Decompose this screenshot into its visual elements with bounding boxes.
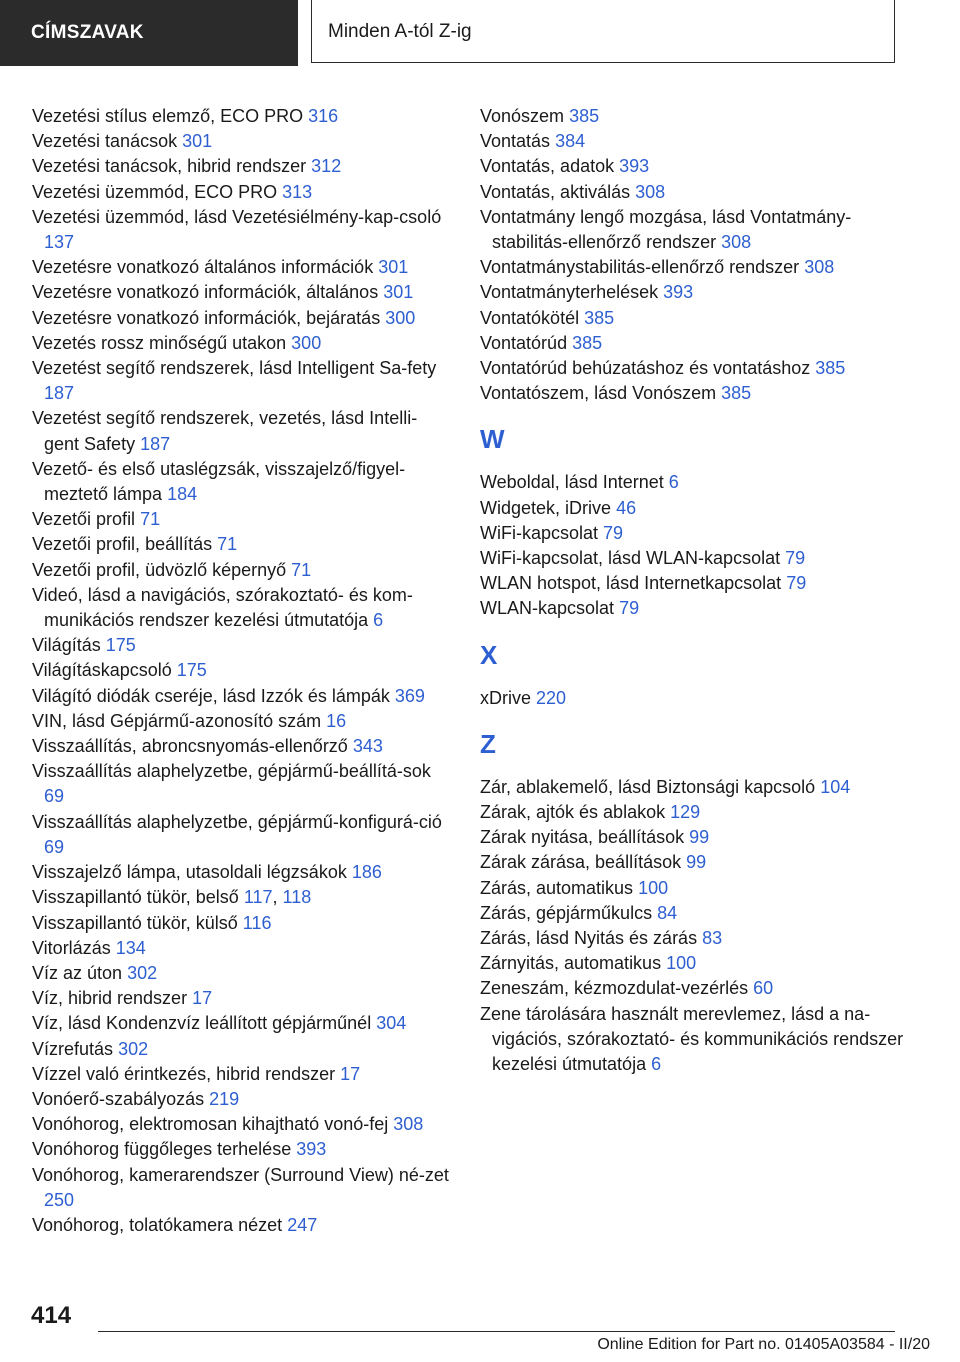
index-term: Vontatmánystabilitás-ellenőrző rendszer (480, 257, 800, 278)
page-link[interactable]: 187 (140, 433, 171, 454)
index-term: Zene tárolására használt merevlemez, lásd a na-vigációs, szórakoztató- és kommunikációs rendszer kezelési útmutatója (480, 1003, 904, 1075)
index-entry (32, 507, 452, 532)
index-entry (480, 546, 910, 571)
index-term: Zárak, ajtók és ablakok (480, 802, 666, 823)
page-link[interactable]: 46 (616, 497, 637, 518)
index-entry (480, 850, 910, 875)
index-term: Vontatórúd (480, 332, 568, 353)
index-term: Vezetői profil (32, 509, 136, 530)
index-entry (480, 496, 910, 521)
page-link[interactable]: 16 (326, 710, 347, 731)
index-term: VIN, lásd Gépjármű-azonosító szám (32, 710, 322, 731)
index-term: Visszaállítás, abroncsnyomás-ellenőrző (32, 736, 348, 757)
page-link[interactable]: 220 (536, 687, 567, 708)
page-link[interactable]: 6 (651, 1054, 662, 1075)
index-entry (32, 306, 452, 331)
index-term: Vonóerő-szabályozás (32, 1088, 205, 1109)
page-link[interactable]: 129 (670, 802, 701, 823)
page-link[interactable]: 79 (603, 522, 624, 543)
page-link[interactable]: 71 (140, 509, 161, 530)
index-term: Vízrefutás (32, 1038, 114, 1059)
index-term: Vezető- és első utaslégzsák, visszajelző/figyel-meztető lámpa (32, 458, 406, 505)
page-link[interactable]: 369 (394, 685, 425, 706)
index-entry (480, 129, 910, 154)
page-link[interactable]: 300 (291, 332, 322, 353)
index-term: Zárás, automatikus (480, 877, 634, 898)
index-entry (480, 825, 910, 850)
index-entry (32, 633, 452, 658)
index-entry (32, 1062, 452, 1087)
page-link[interactable]: 175 (176, 660, 207, 681)
page-link[interactable]: 301 (182, 131, 213, 152)
index-term: Világításkapcsoló (32, 660, 172, 681)
index-term: Vitorlázás (32, 937, 111, 958)
page-link[interactable]: 104 (820, 776, 851, 797)
page-link[interactable]: 385 (569, 106, 600, 126)
page-header (0, 0, 960, 66)
index-entry (32, 1163, 452, 1213)
index-column-right (480, 104, 910, 1077)
index-entry (32, 331, 452, 356)
index-list-v-continued (480, 104, 910, 406)
page-link[interactable]: 6 (668, 472, 679, 493)
index-entry (32, 709, 452, 734)
page-link[interactable]: 308 (804, 257, 835, 278)
footer-edition: Online Edition for Part no. 01405A03584 - II/20 (597, 1336, 930, 1353)
page-number: 414 (31, 1302, 72, 1329)
index-entry (480, 976, 910, 1001)
index-entry (32, 1087, 452, 1112)
page-link[interactable]: 6 (373, 610, 384, 631)
index-entry (480, 470, 910, 495)
section-title: CÍMSZAVAK (31, 22, 144, 43)
index-entry (480, 331, 910, 356)
page-link[interactable]: 308 (393, 1114, 424, 1135)
page-link[interactable]: 247 (287, 1214, 318, 1235)
index-entry (32, 406, 452, 456)
page-link[interactable]: 187 (44, 383, 75, 404)
index-term: Vezetést segítő rendszerek, vezetés, lásd Intelli-gent Safety (32, 408, 418, 454)
index-term: Vontatás (480, 131, 551, 152)
index-term: Visszaállítás alaphelyzetbe, gépjármű-beállítá-sok (32, 761, 431, 782)
index-entry (32, 1011, 452, 1036)
index-term: WLAN-kapcsolat (480, 598, 615, 619)
index-term: Vezetési stílus elemző, ECO PRO (32, 106, 304, 126)
index-entry (32, 936, 452, 961)
index-term: Víz, hibrid rendszer (32, 988, 188, 1009)
page-link[interactable]: 313 (282, 181, 313, 202)
index-term: Víz az úton (32, 962, 123, 983)
page-link[interactable]: 69 (44, 786, 65, 807)
index-entry (32, 180, 452, 205)
chapter-tab (311, 0, 895, 63)
page-link[interactable]: 17 (192, 988, 213, 1009)
page-link[interactable]: 99 (686, 852, 707, 873)
index-term: Vezetésre vonatkozó általános információk (32, 257, 374, 278)
page-link[interactable]: 308 (635, 181, 666, 202)
page-link[interactable]: 385 (572, 332, 603, 353)
page-link[interactable]: 250 (44, 1189, 75, 1210)
index-term: Vezetői profil, üdvözlő képernyő (32, 559, 287, 580)
index-entry (480, 280, 910, 305)
page-separator: , (272, 887, 278, 908)
index-term: Vontatmány lengő mozgása, lásd Vontatmány-stabilitás-ellenőrző rendszer (480, 206, 852, 253)
index-term: Vonószem (480, 106, 565, 126)
index-term: Világítás (32, 635, 101, 656)
index-entry (480, 1002, 910, 1078)
index-entry (480, 876, 910, 901)
page-link[interactable]: 302 (127, 962, 158, 983)
index-term: Vezetési üzemmód, ECO PRO (32, 181, 278, 202)
index-entry (32, 810, 452, 860)
page-link[interactable]: 71 (291, 559, 312, 580)
index-term: Vezetésre vonatkozó információk, általános (32, 282, 379, 303)
index-entry (480, 800, 910, 825)
index-term: WLAN hotspot, lásd Internetkapcsolat (480, 573, 782, 594)
index-entry (32, 356, 452, 406)
index-entry (32, 583, 452, 633)
page-link[interactable]: 219 (209, 1088, 240, 1109)
index-term: Vezetési üzemmód, lásd Vezetésiélmény-kap-csoló (32, 206, 442, 227)
index-list-z (480, 775, 910, 1077)
index-entry (32, 885, 452, 910)
index-entry (480, 180, 910, 205)
page-link[interactable]: 137 (44, 232, 75, 253)
page-link[interactable]: 117 (243, 887, 273, 908)
index-term: Visszajelző lámpa, utasoldali légzsákok (32, 862, 347, 883)
page-link[interactable]: 393 (663, 282, 694, 303)
page-link[interactable]: 301 (383, 282, 414, 303)
section-tab (0, 0, 298, 66)
index-term: Videó, lásd a navigációs, szórakoztató- és kom-munikációs rendszer kezelési útmutatója (32, 584, 413, 631)
index-term: Vontatás, adatok (480, 156, 615, 177)
index-entry (32, 734, 452, 759)
index-term: Vonóhorog, elektromosan kihajtható vonó-fej (32, 1114, 389, 1135)
index-entry (480, 571, 910, 596)
index-letter-z: Z (480, 728, 496, 759)
index-term: Vezetést segítő rendszerek, lásd Intelligent Sa-fety (32, 358, 437, 379)
index-term: Zárás, lásd Nyitás és zárás (480, 928, 698, 949)
index-term: Zárak nyitása, beállítások (480, 827, 685, 848)
index-entry (480, 306, 910, 331)
page-link[interactable]: 312 (311, 156, 342, 177)
page-link[interactable]: 100 (638, 877, 669, 898)
page-link[interactable]: 184 (167, 484, 198, 505)
index-entry (32, 860, 452, 885)
page-link[interactable]: 175 (105, 635, 136, 656)
page-link[interactable]: 71 (217, 534, 238, 555)
index-entry (480, 521, 910, 546)
page-link[interactable]: 385 (584, 307, 615, 328)
index-entry (480, 255, 910, 280)
index-entry (32, 759, 452, 809)
index-entry (32, 961, 452, 986)
index-letter-x: X (480, 639, 498, 670)
index-entry (32, 1213, 452, 1238)
index-term: Vezetői profil, beállítás (32, 534, 213, 555)
page-link[interactable]: 302 (118, 1038, 149, 1059)
page-link[interactable]: 304 (376, 1013, 407, 1034)
index-entry (32, 986, 452, 1011)
page-link[interactable]: 385 (721, 383, 752, 404)
index-entry (32, 911, 452, 936)
page-link[interactable]: 186 (351, 862, 382, 883)
page-link[interactable]: 300 (385, 307, 416, 328)
index-entry (480, 775, 910, 800)
index-term: Világító diódák cseréje, lásd Izzók és lámpák (32, 685, 390, 706)
page-link[interactable]: 69 (44, 836, 65, 857)
index-term: Vontatás, aktiválás (480, 181, 631, 202)
index-entry (32, 280, 452, 305)
index-entry (480, 381, 910, 406)
footer-divider (98, 1331, 895, 1332)
index-entry (480, 926, 910, 951)
index-entry (480, 356, 910, 381)
page-link[interactable]: 79 (785, 548, 806, 569)
index-term: Víz, lásd Kondenzvíz leállított gépjárműnél (32, 1013, 372, 1034)
index-entry (480, 901, 910, 926)
index-term: Visszapillantó tükör, belső (32, 887, 239, 908)
index-term: Zárak zárása, beállítások (480, 852, 682, 873)
page-link[interactable]: 393 (619, 156, 650, 177)
index-term: Vezetési tanácsok, hibrid rendszer (32, 156, 307, 177)
index-list-w (480, 470, 910, 621)
index-entry (480, 951, 910, 976)
index-term: Visszaállítás alaphelyzetbe, gépjármű-konfigurá-ció (32, 811, 442, 832)
index-term: Vonóhorog, kamerarendszer (Surround View) né-zet (32, 1164, 449, 1185)
index-term: xDrive (480, 687, 532, 708)
page-link[interactable]: 385 (815, 358, 846, 379)
index-entry (32, 558, 452, 583)
page-link[interactable]: 79 (619, 598, 640, 619)
page-link[interactable]: 301 (378, 257, 409, 278)
index-entry (32, 684, 452, 709)
index-term: Zeneszám, kézmozdulat-vezérlés (480, 978, 749, 999)
index-entry (32, 255, 452, 280)
page-link[interactable]: 384 (555, 131, 586, 152)
index-entry (32, 1137, 452, 1162)
index-entry (32, 154, 452, 179)
index-entry (32, 129, 452, 154)
index-term: Vontatmányterhelések (480, 282, 659, 303)
page-link[interactable]: 17 (340, 1063, 361, 1084)
index-entry (32, 532, 452, 557)
page-link[interactable]: 116 (242, 912, 272, 933)
index-term: WiFi-kapcsolat, lásd WLAN-kapcsolat (480, 548, 781, 569)
index-term: Vízzel való érintkezés, hibrid rendszer (32, 1063, 336, 1084)
index-letter-w: W (480, 424, 505, 455)
index-term: Zár, ablakemelő, lásd Biztonsági kapcsoló (480, 776, 816, 797)
index-term: Weboldal, lásd Internet (480, 472, 664, 493)
index-entry (32, 205, 452, 255)
index-entry (480, 154, 910, 179)
chapter-title: Minden A-tól Z-ig (328, 21, 472, 42)
index-term: Vontatórúd behúzatáshoz és vontatáshoz (480, 358, 811, 379)
index-entry (480, 205, 910, 255)
index-term: Vontatószem, lásd Vonószem (480, 383, 717, 404)
index-term: Vezetésre vonatkozó információk, bejáratás (32, 307, 381, 328)
page-link[interactable]: 134 (115, 937, 146, 958)
page-link[interactable]: 118 (282, 887, 312, 908)
page-link[interactable]: 393 (296, 1139, 327, 1160)
page-link[interactable]: 100 (666, 953, 697, 974)
index-term: Vezetési tanácsok (32, 131, 178, 152)
index-entry (480, 686, 910, 711)
page-link[interactable]: 343 (352, 736, 383, 757)
index-term: WiFi-kapcsolat (480, 522, 599, 543)
page-link[interactable]: 60 (753, 978, 774, 999)
page-link[interactable]: 83 (702, 928, 723, 949)
index-list-x (480, 686, 910, 711)
page-link[interactable]: 316 (308, 106, 339, 126)
index-term: Zárnyitás, automatikus (480, 953, 662, 974)
index-term: Vonóhorog, tolatókamera nézet (32, 1214, 283, 1235)
index-column-left (32, 104, 452, 1238)
index-entry (32, 1112, 452, 1137)
page-link[interactable]: 308 (721, 232, 752, 253)
index-term: Visszapillantó tükör, külső (32, 912, 238, 933)
page-link[interactable]: 84 (657, 902, 678, 923)
index-entry (32, 104, 452, 129)
index-term: Vonóhorog függőleges terhelése (32, 1139, 292, 1160)
index-entry (480, 596, 910, 621)
index-entry (32, 1037, 452, 1062)
index-term: Widgetek, iDrive (480, 497, 612, 518)
index-entry (32, 658, 452, 683)
page-link[interactable]: 79 (786, 573, 807, 594)
index-term: Vezetés rossz minőségű utakon (32, 332, 287, 353)
index-term: Vontatókötél (480, 307, 580, 328)
index-entry (480, 104, 910, 129)
index-entry (32, 457, 452, 507)
index-term: Zárás, gépjárműkulcs (480, 902, 653, 923)
page-link[interactable]: 99 (689, 827, 710, 848)
